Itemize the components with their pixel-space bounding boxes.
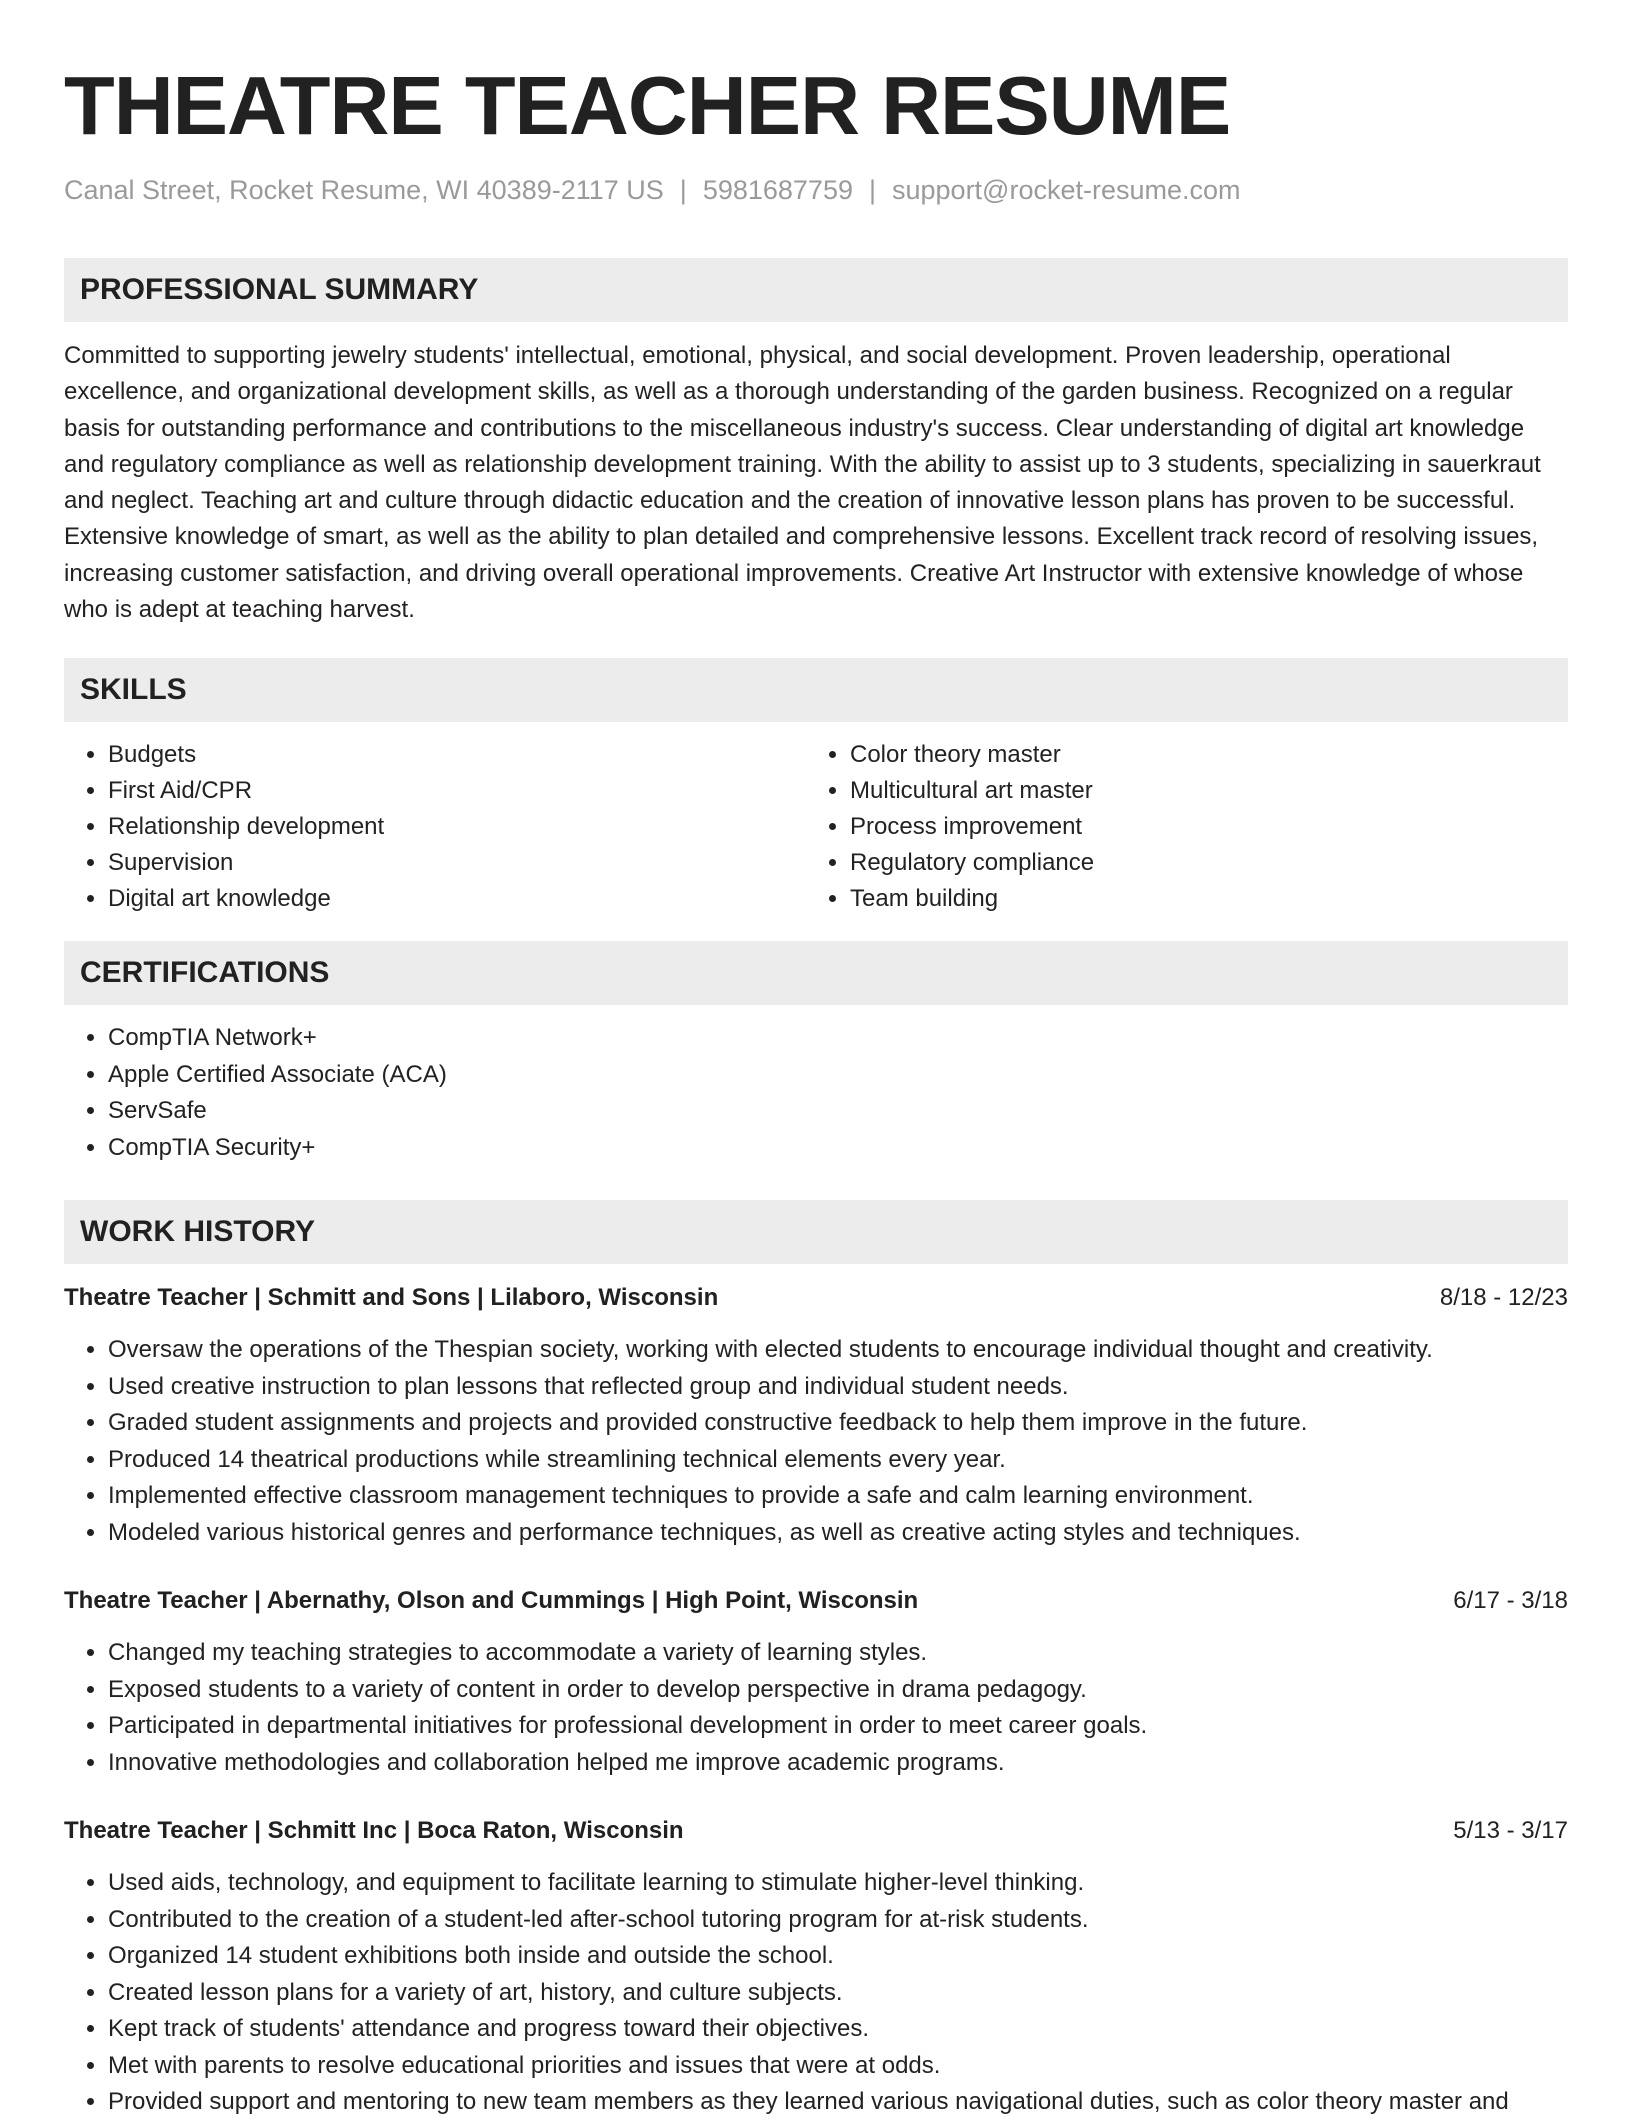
job-bullet: • Used creative instruction to plan lessons that reflected group and individual student needs. [108, 1369, 1568, 1406]
skill-item: • First Aid/CPR [108, 773, 806, 809]
job-title: Theatre Teacher | Schmitt Inc | Boca Raton, Wisconsin [64, 1817, 684, 1845]
job-dates: 5/13 - 3/17 [1453, 1817, 1568, 1845]
job-dates: 6/17 - 3/18 [1453, 1587, 1568, 1615]
contact-separator: | [679, 175, 687, 205]
job-bullet: • Participated in departmental initiatives for professional development in order to meet career goals. [108, 1708, 1568, 1745]
job-entry [64, 1815, 1568, 2121]
job-bullet: • Changed my teaching strategies to accommodate a variety of learning styles. [108, 1635, 1568, 1672]
job-bullet: • Provided support and mentoring to new team members as they learned various navigational duties, such as color theory master and [108, 2084, 1568, 2121]
job-entry [64, 1282, 1568, 1551]
job-bullets [64, 1332, 1568, 1551]
skill-item: • Supervision [108, 845, 806, 881]
certifications-list [64, 1020, 1568, 1166]
skills-column-right [806, 737, 1548, 917]
job-bullet: • Modeled various historical genres and performance techniques, as well as creative acting styles and techniques. [108, 1515, 1568, 1552]
job-title: Theatre Teacher | Abernathy, Olson and Cummings | High Point, Wisconsin [64, 1587, 919, 1615]
contact-email: support@rocket-resume.com [892, 175, 1241, 205]
job-bullet: • Kept track of students' attendance and progress toward their objectives. [108, 2011, 1568, 2048]
skill-item: • Team building [850, 881, 1548, 917]
skill-item: • Multicultural art master [850, 773, 1548, 809]
job-bullet: • Contributed to the creation of a student-led after-school tutoring program for at-risk students. [108, 1902, 1568, 1939]
job-bullet: • Implemented effective classroom management techniques to provide a safe and calm learning environment. [108, 1478, 1568, 1515]
job-bullets [64, 1635, 1568, 1781]
job-bullet: • Produced 14 theatrical productions while streamlining technical elements every year. [108, 1442, 1568, 1479]
contact-line [64, 172, 1568, 208]
job-header [64, 1585, 1568, 1617]
job-bullet: • Oversaw the operations of the Thespian society, working with elected students to encourage individual thought and creativity. [108, 1332, 1568, 1369]
section-header-work-history: WORK HISTORY [64, 1200, 1568, 1264]
certification-item: • CompTIA Security+ [108, 1130, 1568, 1167]
job-bullet: • Exposed students to a variety of content in order to develop perspective in drama pedagogy. [108, 1672, 1568, 1709]
job-header [64, 1282, 1568, 1314]
job-bullets [64, 1865, 1568, 2121]
job-bullet: • Created lesson plans for a variety of art, history, and culture subjects. [108, 1975, 1568, 2012]
job-bullet: • Graded student assignments and projects and provided constructive feedback to help them improve in the future. [108, 1405, 1568, 1442]
skills-column-left [64, 737, 806, 917]
section-header-certifications: CERTIFICATIONS [64, 941, 1568, 1005]
job-title: Theatre Teacher | Schmitt and Sons | Lilaboro, Wisconsin [64, 1284, 719, 1312]
skill-item: • Regulatory compliance [850, 845, 1548, 881]
contact-separator: | [868, 175, 876, 205]
skill-item: • Relationship development [108, 809, 806, 845]
contact-phone: 5981687759 [702, 175, 853, 205]
skill-item: • Digital art knowledge [108, 881, 806, 917]
section-header-summary: PROFESSIONAL SUMMARY [64, 258, 1568, 322]
skill-item: • Color theory master [850, 737, 1548, 773]
section-header-skills: SKILLS [64, 658, 1568, 722]
resume-title: THEATRE TEACHER RESUME [64, 59, 1231, 152]
job-bullet: • Used aids, technology, and equipment to facilitate learning to stimulate higher-level thinking. [108, 1865, 1568, 1902]
skill-item: • Process improvement [850, 809, 1548, 845]
certification-item: • Apple Certified Associate (ACA) [108, 1057, 1568, 1094]
skill-item: • Budgets [108, 737, 806, 773]
job-dates: 8/18 - 12/23 [1439, 1284, 1568, 1312]
contact-address: Canal Street, Rocket Resume, WI 40389-2117 US [64, 175, 664, 205]
job-bullet: • Innovative methodologies and collaboration helped me improve academic programs. [108, 1745, 1568, 1782]
job-bullet: • Organized 14 student exhibitions both inside and outside the school. [108, 1938, 1568, 1975]
job-entry [64, 1585, 1568, 1781]
certification-item: • CompTIA Network+ [108, 1020, 1568, 1057]
summary-text: Committed to supporting jewelry students' intellectual, emotional, physical, and social development. Proven leadership, operational excellence, and organizational development skills, as well as a thorough understanding of the garden business. Recognized on a regular basis for outstanding performance and contributions to the miscellaneous industry's success. Clear understanding of digital art knowledge and regulatory compliance as well as relationship development training. With the ability to assist up to 3 students, specializing in sauerkraut and neglect. Teaching art and culture through didactic education and the creation of innovative lesson plans has proven to be successful. Extensive knowledge of smart, as well as the ability to plan detailed and comprehensive lessons. Excellent track record of resolving issues, increasing customer satisfaction, and driving overall operational improvements. Creative Art Instructor with extensive knowledge of whose who is adept at teaching harvest. [64, 342, 1541, 624]
job-bullet: • Met with parents to resolve educational priorities and issues that were at odds. [108, 2048, 1568, 2085]
job-header [64, 1815, 1568, 1847]
skills-list [64, 737, 1568, 917]
certification-item: • ServSafe [108, 1093, 1568, 1130]
